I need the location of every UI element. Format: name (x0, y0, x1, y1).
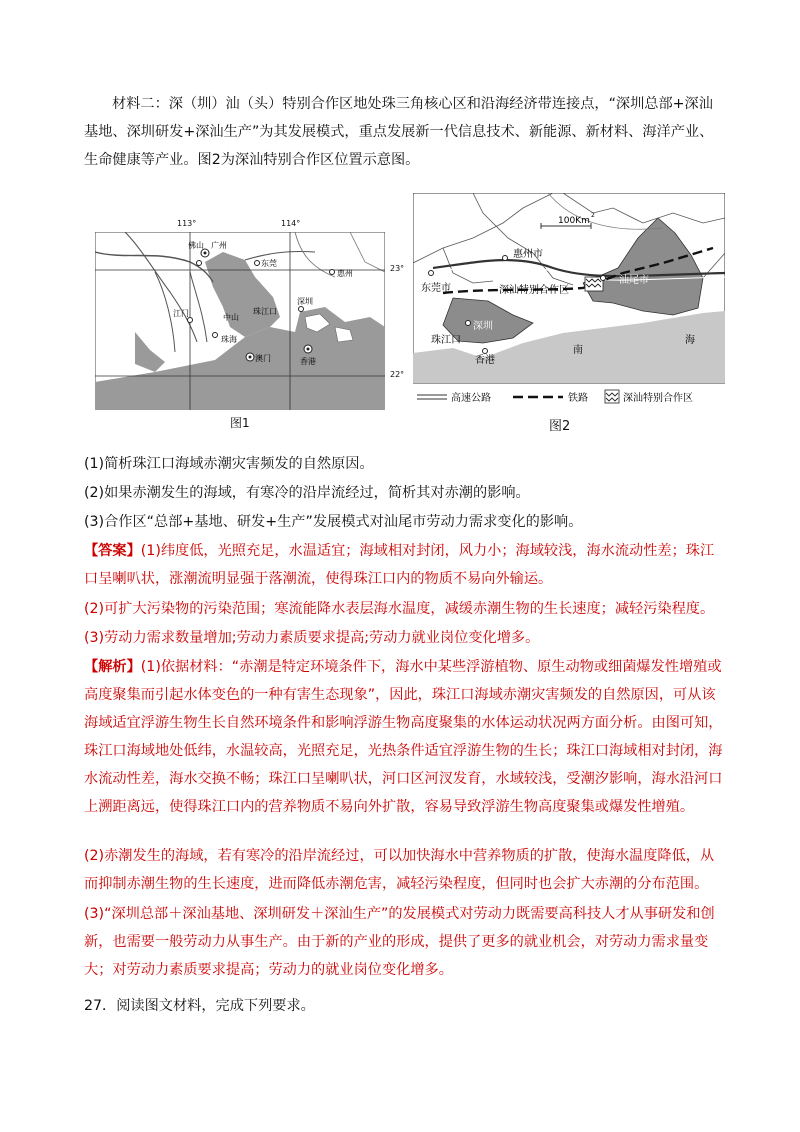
fig2-lbl-huizhou: 惠州市 (513, 249, 543, 260)
legend-highway: 高速公路 (451, 393, 491, 404)
analysis-2: (2)赤潮发生的海域，若有寒冷的沿岸流经过，可以加快海水中营养物质的扩散，使海水温度降低，从而抑制赤潮生物的生长速度，进而降低赤潮危害，减轻污染程度，但同时也会扩大赤潮的分布范围。 (84, 848, 715, 892)
question-3: (3)合作区“总部+基地、研发+生产”发展模式对汕尾市劳动力需求变化的影响。 (84, 514, 583, 530)
fig1-lbl-shenzhen: 深圳 (297, 297, 313, 306)
fig1-lbl-foshan: 佛山 (188, 241, 204, 250)
figure-2-caption: 图2 (549, 419, 571, 434)
fig1-lbl-dongguan: 东莞 (261, 259, 277, 268)
fig1-lbl-zhuhai: 珠海 (221, 335, 237, 344)
fig2-lbl-shanwei: 汕尾市 (619, 275, 649, 286)
fig2-lbl-hongkong: 香港 (475, 355, 495, 366)
fig1-lbl-huizhou: 惠州 (337, 269, 353, 278)
fig2-scale-label: 100Km (558, 216, 590, 226)
shenshan-zone-map (413, 193, 725, 415)
legend-railway: 铁路 (568, 393, 588, 404)
answer-3: (3)劳动力需求数量增加;劳动力素质要求提高;劳动力就业岗位变化增多。 (84, 630, 540, 646)
fig1-lbl-guangzhou: 广州 (211, 241, 227, 250)
analysis-tag: 【解析】 (84, 659, 141, 675)
figure-2-map (413, 193, 725, 434)
figure-1-map (95, 219, 405, 430)
question-2: (2)如果赤潮发生的海域，有寒冷的沿岸流经过，简析其对赤潮的影响。 (84, 485, 530, 501)
material-paragraph: 材料二：深（圳）汕（头）特别合作区地处珠三角核心区和沿海经济带连接点，“深圳总部+深汕基地、深圳研发+深汕生产”为其发展模式，重点发展新一代信息技术、新能源、新材料、海洋产业、生命健康等产业。图2为深汕特别合作区位置示意图。 (84, 96, 714, 168)
fig1-lon-114: 114° (281, 219, 301, 228)
fig1-lbl-macao: 澳门 (255, 354, 271, 363)
answer-1-text: (1)纬度低，光照充足，水温适宜；海域相对封闭，风力小；海域较浅，海水流动性差；珠江口呈喇叭状，涨潮流明显强于落潮流，使得珠江口内的物质不易向外输运。 (84, 543, 715, 587)
fig1-lat-22: 22° (390, 370, 405, 379)
fig1-lon-113: 113° (177, 219, 197, 228)
fig1-lbl-jiangmen: 江门 (173, 309, 189, 318)
fig1-lbl-zhongshan: 中山 (223, 313, 239, 322)
analysis-1 (84, 653, 724, 821)
answer-1 (84, 537, 724, 593)
fig1-lbl-estuary: 珠江口 (253, 307, 277, 316)
analysis-1-text: (1)依据材料：“赤潮是特定环境条件下，海水中某些浮游植物、原生动物或细菌爆发性增殖或高度聚集而引起水体变色的一种有害生态现象”，因此，珠江口海域赤潮灾害频发的自然原因，可从该海域适宜浮游生物生长自然环境条件和影响浮游生物高度聚集的水体运动状况两方面分析。由图可知，珠江口海域地处低纬，水温较高，光照充足，光热条件适宜浮游生物的生长；珠江口海域相对封闭，海水流动性差，海水交换不畅；珠江口呈喇叭状，河口区河汊发育，水域较浅，受潮汐影响，海水沿河口上溯距离远，使得珠江口内的营养物质不易向外扩散，容易导致浮游生物高度聚集或爆发性增殖。 (84, 659, 723, 815)
pearl-river-delta-map (95, 232, 385, 410)
fig2-lbl-sea: 海 (685, 335, 695, 346)
fig2-lbl-zone: 深汕特别合作区 (499, 285, 569, 296)
analysis-3: (3)“深圳总部＋深汕基地、深圳研发＋深汕生产”的发展模式对劳动力既需要高科技人才从事研发和创新，也需要一般劳动力从事生产。由于新的产业的形成，提供了更多的就业机会，对劳动力需求量变大；对劳动力素质要求提高；劳动力的就业岗位变化增多。 (84, 906, 715, 978)
fig1-lbl-hongkong: 香港 (300, 357, 316, 366)
answer-2: (2)可扩大污染物的污染范围；寒流能降水表层海水温度，减缓赤潮生物的生长速度；减轻污染程度。 (84, 601, 715, 617)
fig1-lat-23: 23° (390, 264, 405, 273)
fig2-lbl-dongguan: 东莞市 (421, 283, 451, 294)
figure-1-caption: 图1 (230, 416, 250, 430)
legend-zone: 深汕特别合作区 (623, 393, 693, 404)
question-1: (1)简析珠江口海域赤潮灾害频发的自然原因。 (84, 456, 374, 472)
next-question: 27．阅读图文材料，完成下列要求。 (84, 998, 315, 1014)
fig2-lbl-south: 南 (573, 345, 583, 356)
svg-text:2: 2 (591, 212, 595, 219)
fig2-lbl-estuary: 珠江口 (431, 335, 461, 346)
answer-tag: 【答案】 (84, 543, 141, 559)
fig2-lbl-shenzhen: 深圳 (473, 321, 493, 332)
